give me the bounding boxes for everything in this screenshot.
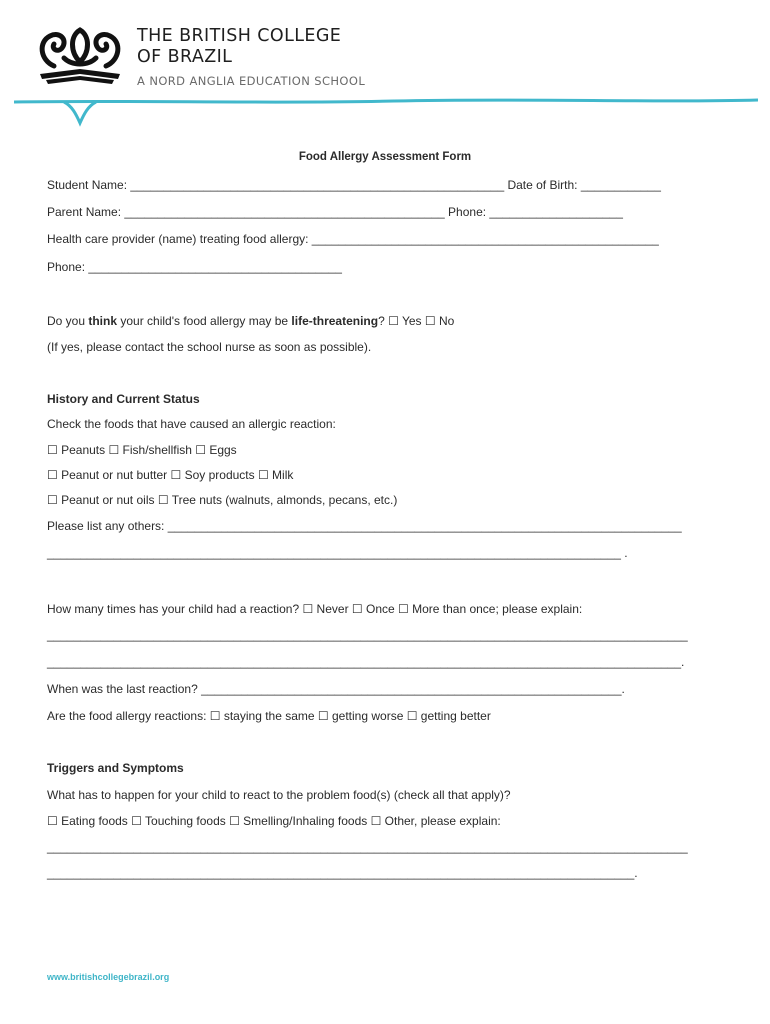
foods-checkbox-row-3[interactable]: ☐ Peanut or nut oils ☐ Tree nuts (walnuts, almonds, pecans, etc.) [47, 493, 398, 507]
reaction-trend-question[interactable]: Are the food allergy reactions: ☐ staying the same ☐ getting worse ☐ getting better [47, 709, 491, 723]
other-foods-line-2[interactable]: ______________________________________________________________________________________ . [47, 546, 628, 560]
school-name-line2: OF BRAZIL [137, 47, 233, 67]
school-tagline: A NORD ANGLIA EDUCATION SCHOOL [137, 74, 366, 88]
parent-name-field[interactable]: Parent Name: ________________________________________________ Phone: ____________________ [47, 205, 623, 219]
reaction-explain-line-2[interactable]: _______________________________________________________________________________________________. [47, 655, 685, 669]
react-explain-line-2[interactable]: ________________________________________________________________________________________. [47, 866, 638, 880]
student-name-field[interactable]: Student Name: ________________________________________________________ Date of Birth: ____________ [47, 178, 661, 192]
reaction-explain-line-1[interactable]: ________________________________________________________________________________________________ [47, 628, 688, 642]
life-q-think: think [88, 314, 118, 328]
react-question: What has to happen for your child to react to the problem food(s) (check all that apply)? [47, 788, 511, 802]
provider-phone-field[interactable]: Phone: ______________________________________ [47, 260, 342, 274]
other-foods-field[interactable]: Please list any others: _____________________________________________________________________________ [47, 519, 682, 533]
form-title: Food Allergy Assessment Form [298, 151, 472, 163]
last-reaction-field[interactable]: When was the last reaction? _______________________________________________________________. [47, 682, 625, 696]
header-divider [14, 96, 758, 128]
history-heading: History and Current Status [47, 392, 200, 406]
react-explain-line-1[interactable]: ________________________________________________________________________________________________ [47, 840, 688, 854]
life-q-post[interactable]: ? ☐ Yes ☐ No [378, 314, 455, 328]
react-options-row[interactable]: ☐ Eating foods ☐ Touching foods ☐ Smelling/Inhaling foods ☐ Other, please explain: [47, 814, 501, 828]
foods-checkbox-row-1[interactable]: ☐ Peanuts ☐ Fish/shellfish ☐ Eggs [47, 443, 237, 457]
life-q-pre: Do you [47, 314, 89, 328]
life-q-threat: life-threatening [291, 314, 379, 328]
triggers-heading: Triggers and Symptoms [47, 761, 184, 775]
school-name-line1: THE BRITISH COLLEGE [137, 26, 342, 46]
life-q-mid: your child's food allergy may be [117, 314, 292, 328]
school-name-block [137, 26, 365, 88]
reaction-count-question[interactable]: How many times has your child had a reaction? ☐ Never ☐ Once ☐ More than once; please explain: [47, 602, 583, 616]
footer-url[interactable]: www.britishcollegebrazil.org [47, 972, 170, 982]
life-threatening-question[interactable] [47, 314, 454, 329]
life-threatening-note: (If yes, please contact the school nurse as soon as possible). [47, 340, 372, 354]
provider-field[interactable]: Health care provider (name) treating food allergy: ____________________________________________________ [47, 232, 659, 246]
school-crest-logo [34, 22, 126, 88]
foods-checkbox-row-2[interactable]: ☐ Peanut or nut butter ☐ Soy products ☐ Milk [47, 468, 294, 482]
check-foods-label: Check the foods that have caused an allergic reaction: [47, 417, 336, 431]
